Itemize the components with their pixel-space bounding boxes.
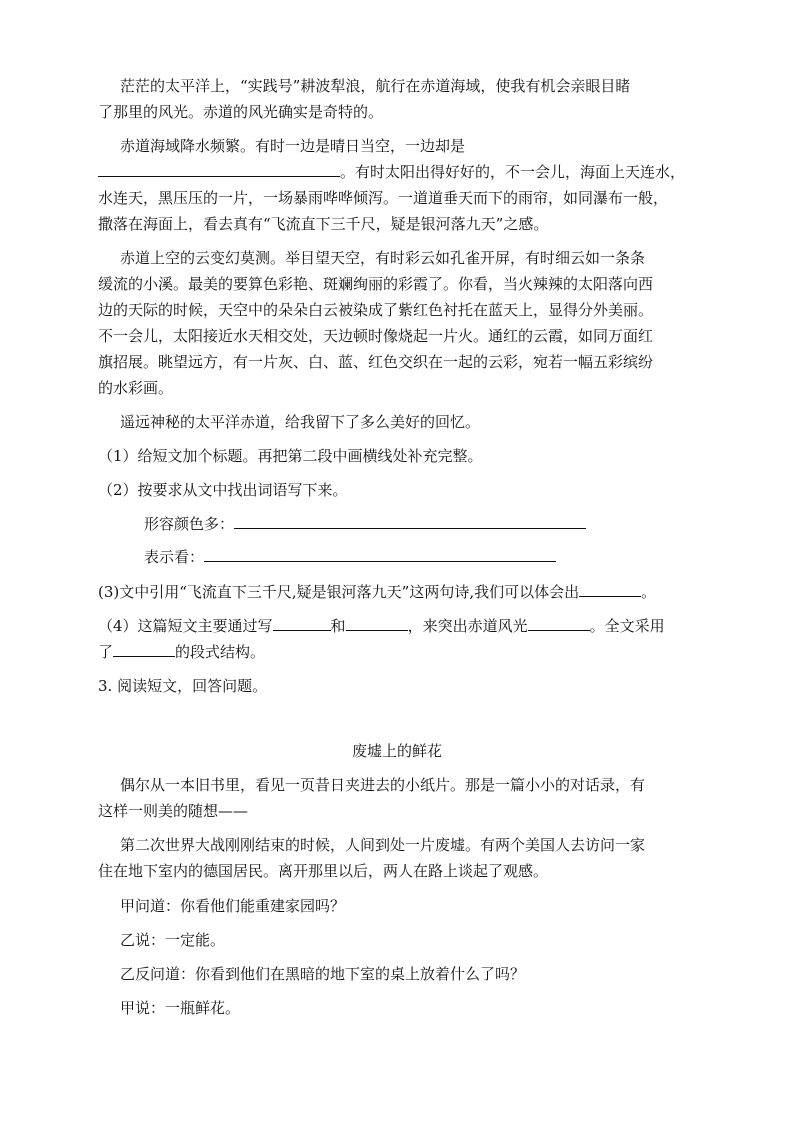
question-2b [144, 546, 556, 567]
question-4 [98, 615, 665, 636]
paragraph-line: 不一会儿，太阳接近水天相交处，天边顿时像烧起一片火。通红的云霞，如同万面红 [98, 327, 654, 345]
question-3 [98, 581, 656, 602]
paragraph-line [98, 161, 685, 182]
paragraph-line: 撒落在海面上，看去真有“飞流直下三千尺，疑是银河落九天”之感。 [98, 215, 549, 233]
answer-blank[interactable] [579, 581, 641, 597]
paragraph-line: 水连天，黑压压的一片，一场暴雨哗哗倾泻。一道道垂天而下的雨帘，如同瀑布一般， [98, 189, 669, 207]
fill-in-blank[interactable] [98, 161, 340, 177]
answer-blank[interactable] [273, 615, 331, 631]
paragraph-line: 偶尔从一本旧书里，看见一页昔日夹进去的小纸片。那是一篇小小的对话录，有 [120, 776, 646, 794]
paragraph-line: 边的天际的时候，天空中的朵朵白云被染成了紫红色衬托在蓝天上，显得分外美丽。 [98, 301, 654, 319]
question-text: 的段式结构。 [175, 643, 266, 661]
question-label: 表示看： [144, 548, 205, 566]
question-4-cont [98, 641, 265, 662]
answer-blank[interactable] [113, 641, 175, 657]
paragraph-line: 缓流的小溪。最美的要算色彩艳、斑斓绚丽的彩霞了。你看，当火辣辣的太阳落向西 [98, 275, 654, 293]
question-label: 形容颜色多： [144, 515, 235, 533]
paragraph-line: 赤道上空的云变幻莫测。举目望天空，有时彩云如孔雀开屏，有时细云如一条条 [120, 249, 646, 267]
paragraph-text: 。有时太阳出得好好的，不一会儿，海面上天连水， [340, 163, 686, 181]
question-1: （1）给短文加个标题。再把第二段中画横线处补充完整。 [98, 447, 483, 465]
paragraph-line: 住在地下室内的德国居民。离开那里以后，两人在路上谈起了观感。 [98, 862, 549, 880]
paragraph-line: 了那里的风光。赤道的风光确实是奇特的。 [98, 103, 384, 121]
question-2: （2）按要求从文中找出词语写下来。 [98, 481, 348, 499]
question-text: (3)文中引用“飞流直下三千尺,疑是银河落九天”这两句诗,我们可以体会出 [98, 583, 580, 601]
dialogue-line: 乙说：一定能。 [120, 931, 226, 949]
dialogue-line: 甲说：一瓶鲜花。 [120, 999, 241, 1017]
question-text: 了 [98, 643, 114, 661]
answer-blank[interactable] [528, 615, 590, 631]
paragraph-line: 这样一则美的随想—— [98, 802, 249, 820]
answer-blank[interactable] [234, 513, 586, 529]
answer-blank[interactable] [346, 615, 408, 631]
answer-blank[interactable] [204, 546, 556, 562]
question-text: 。全文采用 [589, 617, 665, 635]
question-text: 。 [641, 583, 657, 601]
paragraph-line: 赤道海域降水频繁。有时一边是晴日当空，一边却是 [120, 137, 466, 155]
paragraph-line: 旗招展。眺望远方，有一片灰、白、蓝、红色交织在一起的云彩，宛若一幅五彩缤纷 [98, 353, 654, 371]
question-text: 和 [330, 617, 346, 635]
passage-title: 废墟上的鲜花 [351, 742, 442, 760]
paragraph-line: 第二次世界大战刚刚结束的时候，人间到处一片废墟。有两个美国人去访问一家 [120, 836, 646, 854]
dialogue-line: 乙反问道：你看到他们在黑暗的地下室的桌上放着什么了吗？ [120, 965, 526, 983]
question-text: ，来突出赤道风光 [407, 617, 528, 635]
paragraph-line: 遥远神秘的太平洋赤道，给我留下了多么美好的回忆。 [120, 413, 481, 431]
question-text: （4）这篇短文主要通过写 [98, 617, 273, 635]
dialogue-line: 甲问道：你看他们能重建家园吗？ [120, 897, 346, 915]
question-2a [144, 513, 586, 534]
item-3-heading: 3. 阅读短文，回答问题。 [98, 677, 268, 695]
paragraph-line: 茫茫的太平洋上，“实践号”耕波犁浪，航行在赤道海域，使我有机会亲眼目睹 [120, 77, 631, 95]
paragraph-line: 的水彩画。 [98, 379, 174, 397]
